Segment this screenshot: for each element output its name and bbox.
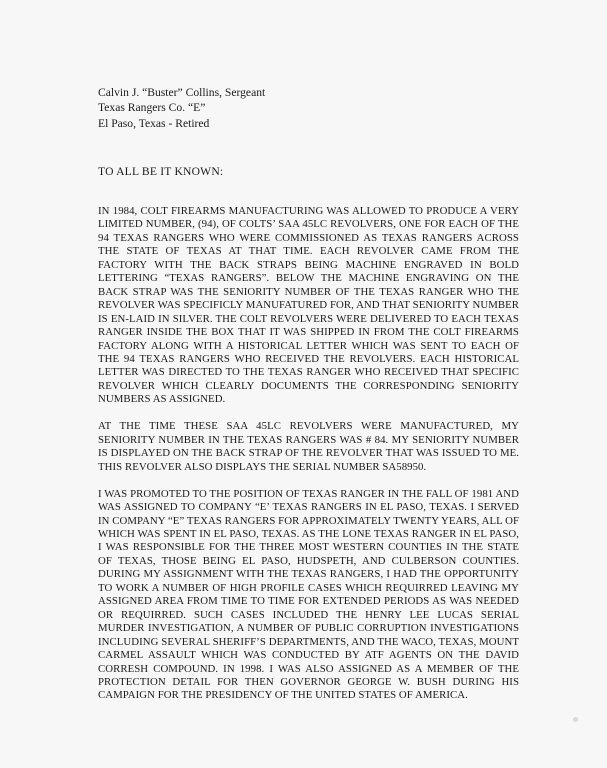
paragraph-colt-revolvers: IN 1984, COLT FIREARMS MANUFACTURING WAS ALLOWED TO PRODUCE A VERY LIMITED NUMBER, (94), OF COLTS’ SAA 45LC REVOLVERS, ONE FOR EACH OF THE 94 TEXAS RANGERS WHO WERE COMMISSIONED AS TEXAS RANGERS ACROSS THE STATE OF TEXAS AT THAT TIME. EACH REVOLVER CAME FROM THE FACTORY WITH THE BACK STRAPS BEING MACHINE ENGRAVED IN BOLD LETTERING “TEXAS RANGERS”. BELOW THE MACHINE ENGRAVING ON THE BACK STRAP WAS THE SENIORITY NUMBER OF THE TEXAS RANGER WHO THE REVOLVER WAS SPECIFICLY MANUFATURED FOR, AND THAT SENIORITY NUMBER IS EN-LAID IN SILVER. THE COLT REVOLVERS WERE DELIVERED TO EACH TEXAS RANGER INSIDE THE BOX THAT IT WAS SHIPPED IN FROM THE COLT FIREARMS FACTORY ALONG WITH A HISTORICAL LETTER WHICH WAS SENT TO EACH OF THE 94 TEXAS RANGERS WHO RECEIVED THE REVOLVERS. EACH HISTORICAL LETTER WAS DIRECTED TO THE TEXAS RANGER WHO RECEIVED THAT SPECIFIC REVOLVER WHICH CLEARLY DOCUMENTS THE CORRESPONDING SENIORITY NUMBERS AS ASSIGNED. <box>98 205 519 406</box>
salutation: TO ALL BE IT KNOWN: <box>98 165 224 178</box>
sender-name: Calvin J. “Buster” Collins, Sergeant <box>98 86 266 99</box>
letter-body <box>98 205 519 716</box>
paper-speck <box>573 717 578 722</box>
sender-location: El Paso, Texas - Retired <box>98 116 210 130</box>
paragraph-seniority-number: AT THE TIME THESE SAA 45LC REVOLVERS WERE MANUFACTURED, MY SENIORITY NUMBER IN THE TEXAS RANGERS WAS # 84. MY SENIORITY NUMBER IS DISPLAYED ON THE BACK STRAP OF THE REVOLVER THAT WAS ISSUED TO ME. THIS REVOLVER ALSO DISPLAYS THE SERIAL NUMBER SA58950. <box>98 420 519 473</box>
sender-header <box>98 85 265 131</box>
paragraph-service-history: I WAS PROMOTED TO THE POSITION OF TEXAS RANGER IN THE FALL OF 1981 AND WAS ASSIGNED TO COMPANY “E’ TEXAS RANGERS IN EL PASO, TEXAS. I SERVED IN COMPANY “E” TEXAS RANGERS FOR APPROXIMATELY TWENTY YEARS, ALL OF WHICH WAS SPENT IN EL PASO, TEXAS. AS THE LONE TEXAS RANGER IN EL PASO, I WAS RESPONSIBLE FOR THE THREE MOST WESTERN COUNTIES IN THE STATE OF TEXAS, THOSE BEING EL PASO, HUDSPETH, AND CULBERSON COUNTIES. DURING MY ASSIGNMENT WITH THE TEXAS RANGERS, I HAD THE OPPORTUNITY TO WORK A NUMBER OF HIGH PROFILE CASES WHICH REQUIRRED LEAVING MY ASSIGNED AREA FROM TIME TO TIME FOR EXTENDED PERIODS AS WAS NEEDED OR REQUIRRED. SUCH CASES INCLUDED THE HENRY LEE LUCAS SERIAL MURDER INVESTIGATION, A NUMBER OF PUBLIC CORRUPTION INVESTIGATIONS INCLUDING SEVERAL SHERIFF’S DEPARTMENTS, AND THE WACO, TEXAS, MOUNT CARMEL ASSAULT WHICH WAS CONDUCTED BY ATF AGENTS ON THE DAVID CORRESH COMPOUND. IN 1998. I WAS ALSO ASSIGNED AS A MEMBER OF THE PROTECTION DETAIL FOR THEN GOVERNOR GEORGE W. BUSH DURING HIS CAMPAIGN FOR THE PRESIDENCY OF THE UNITED STATES OF AMERICA. <box>98 487 519 702</box>
sender-company: Texas Rangers Co. “E” <box>98 101 206 115</box>
